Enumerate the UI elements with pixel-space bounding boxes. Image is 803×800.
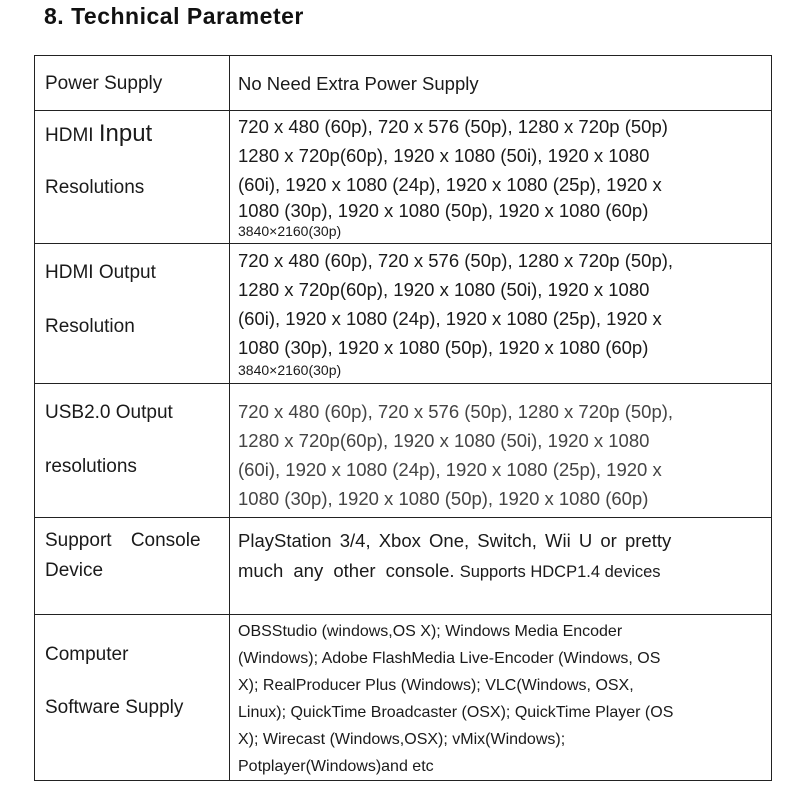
value-line: (Windows); Adobe FlashMedia Live-Encoder (Windows, OS [238,650,661,667]
param-cell [35,518,230,615]
value-line: Linux); QuickTime Broadcaster (OSX); QuickTime Player (OS [238,704,674,721]
value-note: 3840×2160(30p) [238,223,342,239]
value-cell [230,244,772,384]
value-line: 1280 x 720p(60p), 1920 x 1080 (50i), 1920 x 1080 [238,430,650,451]
value-line: X); RealProducer Plus (Windows); VLC(Windows, OSX, [238,677,634,694]
value-line: (60i), 1920 x 1080 (24p), 1920 x 1080 (25p), 1920 x [238,459,662,480]
value-line: OBSStudio (windows,OS X); Windows Media Encoder [238,623,623,640]
param-cell [35,111,230,244]
param-cell [35,615,230,781]
table-row [35,111,772,244]
value-line: 1080 (30p), 1920 x 1080 (50p), 1920 x 1080 (60p) [238,200,649,221]
value-line [238,556,765,587]
technical-parameter-table [34,55,772,781]
param-label-part: HDMI [45,125,94,146]
param-label: HDMI Output [45,262,156,283]
param-label: Resolutions [45,177,145,198]
value-line: Potplayer(Windows)and etc [238,758,434,775]
param-label-part: Input [98,120,153,147]
value-cell [230,111,772,244]
param-label: Resolution [45,316,135,337]
param-label [35,111,229,149]
param-label: resolutions [45,456,137,477]
value-line: 720 x 480 (60p), 720 x 576 (50p), 1280 x 720p (50p), [238,250,674,271]
value-line: 720 x 480 (60p), 720 x 576 (50p), 1280 x 720p (50p), [238,401,674,422]
value-cell [230,615,772,781]
param-label: Computer [45,644,129,665]
value-note: 3840×2160(30p) [238,362,342,378]
value-line: 720 x 480 (60p), 720 x 576 (50p), 1280 x 720p (50p) [238,116,668,137]
value-line: X); Wirecast (Windows,OSX); vMix(Windows); [238,731,566,748]
value-part: much any other console. [238,560,455,581]
param-cell [35,244,230,384]
table-row [35,244,772,384]
table-row [35,615,772,781]
section-title: 8. Technical Parameter [44,3,304,29]
value-line: 1080 (30p), 1920 x 1080 (50p), 1920 x 1080 (60p) [238,337,649,358]
value-line: 1280 x 720p(60p), 1920 x 1080 (50i), 1920 x 1080 [238,145,650,166]
param-label: USB2.0 Output [45,402,173,423]
value-line: PlayStation 3/4, Xbox One, Switch, Wii U or pretty [238,530,672,551]
value-cell [230,384,772,518]
value-line: (60i), 1920 x 1080 (24p), 1920 x 1080 (25p), 1920 x [238,308,662,329]
value-line: (60i), 1920 x 1080 (24p), 1920 x 1080 (25p), 1920 x [238,174,662,195]
param-label: Power Supply [45,73,163,94]
value-text: No Need Extra Power Supply [238,73,479,94]
value-line: 1080 (30p), 1920 x 1080 (50p), 1920 x 1080 (60p) [238,488,649,509]
table-row [35,384,772,518]
value-cell [230,518,772,615]
value-part: Supports HDCP1.4 devices [459,563,661,581]
param-cell [35,384,230,518]
table-row [35,56,772,111]
value-cell [230,56,772,111]
value-line: 1280 x 720p(60p), 1920 x 1080 (50i), 1920 x 1080 [238,279,650,300]
param-label: Software Supply [45,697,184,718]
param-cell [35,56,230,111]
param-label: Device [45,560,104,581]
param-label: Support Console [45,530,201,551]
table-row [35,518,772,615]
